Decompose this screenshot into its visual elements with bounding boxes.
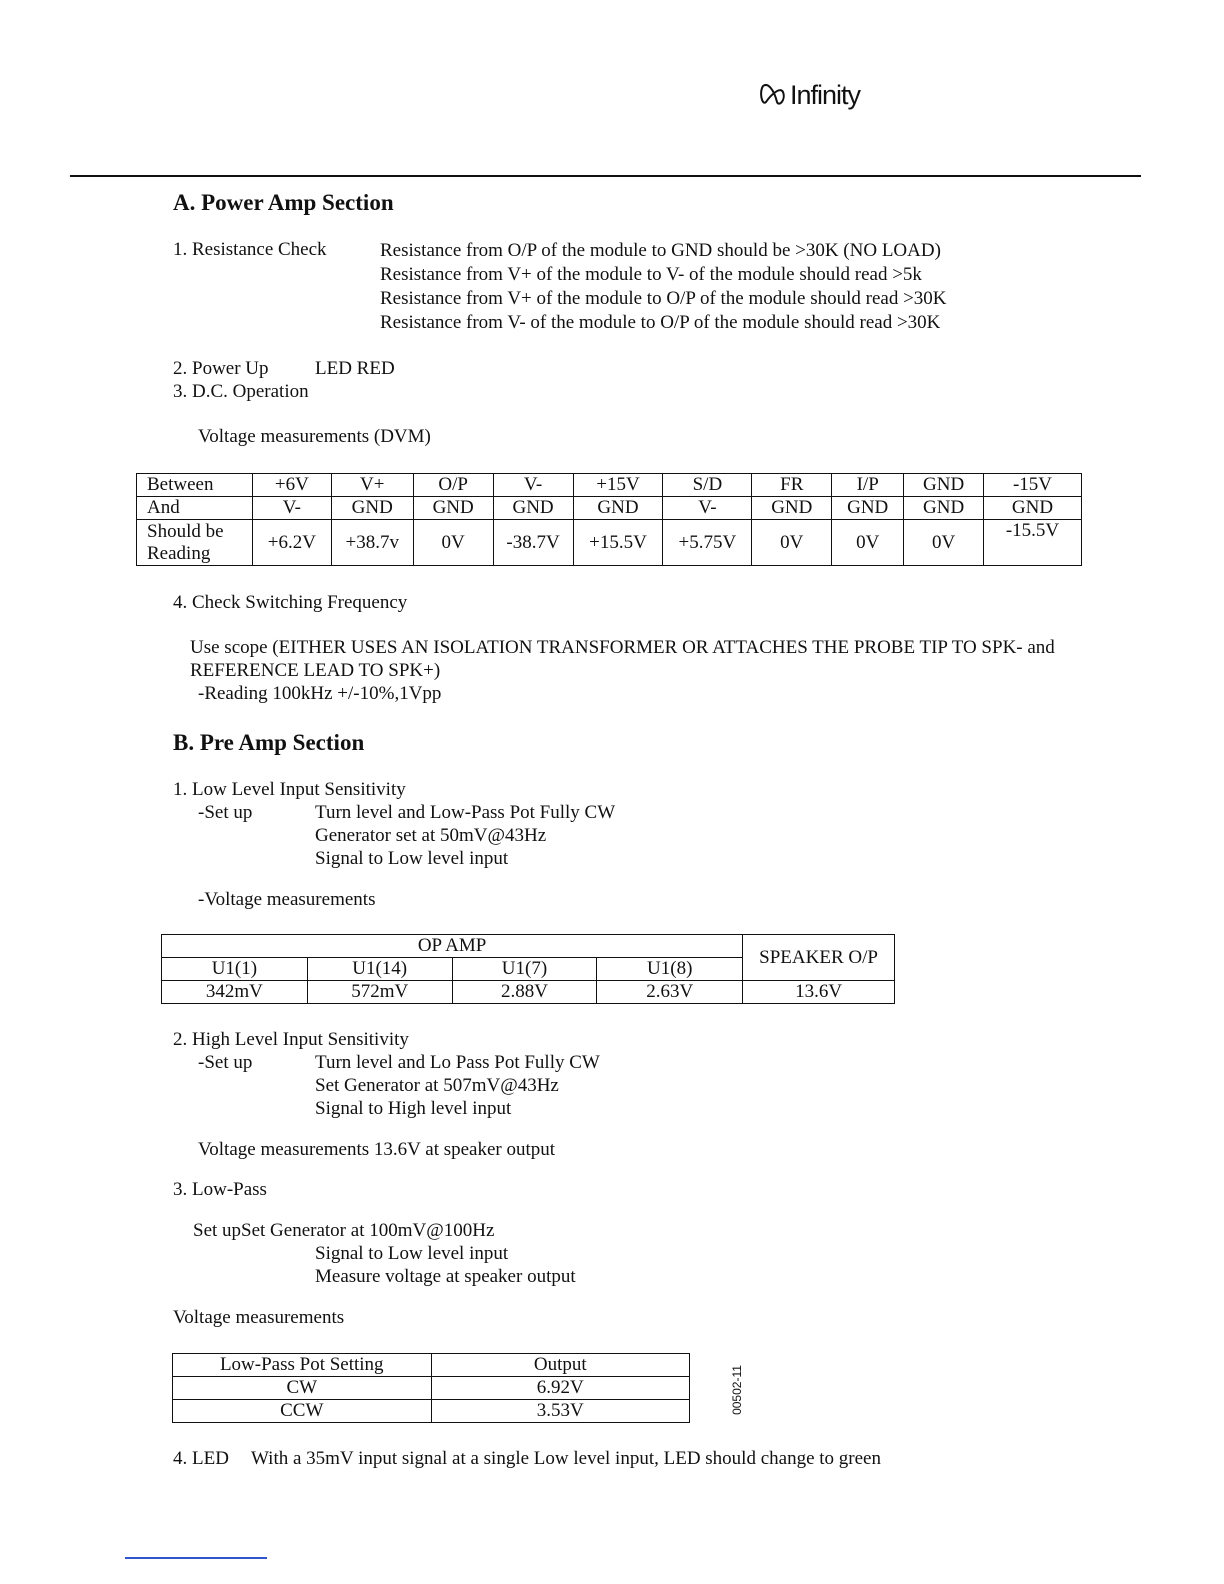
section-a-heading: A. Power Amp Section bbox=[173, 190, 394, 215]
table-cell: +38.7v bbox=[331, 520, 413, 566]
setup-label: -Set up bbox=[198, 802, 253, 823]
table-cell: +6.2V bbox=[252, 520, 331, 566]
dc-voltage-table bbox=[136, 473, 1082, 566]
table-cell: GND bbox=[493, 497, 573, 520]
setup-label: -Set up bbox=[198, 1052, 253, 1073]
table-cell: +5.75V bbox=[663, 520, 752, 566]
low-level-label: 1. Low Level Input Sensitivity bbox=[173, 779, 406, 800]
setup-step: Signal to High level input bbox=[315, 1098, 512, 1119]
table-header: U1(8) bbox=[597, 958, 743, 981]
infinity-logo-icon bbox=[760, 82, 790, 108]
opamp-table bbox=[161, 934, 895, 1004]
lowpass-label: 3. Low-Pass bbox=[173, 1179, 267, 1200]
table-header: U1(7) bbox=[452, 958, 597, 981]
setup-step: Measure voltage at speaker output bbox=[315, 1266, 576, 1287]
table-cell: I/P bbox=[832, 474, 904, 497]
table-cell: GND bbox=[832, 497, 904, 520]
table-cell: GND bbox=[573, 497, 663, 520]
table-row bbox=[137, 474, 1082, 497]
scope-reading: -Reading 100kHz +/-10%,1Vpp bbox=[198, 683, 442, 704]
table-cell: -15V bbox=[984, 474, 1082, 497]
voltage-label: Voltage measurements bbox=[173, 1307, 345, 1328]
dc-operation-label: 3. D.C. Operation bbox=[173, 381, 309, 402]
table-row bbox=[162, 935, 895, 958]
table-cell: +6V bbox=[252, 474, 331, 497]
table-header: Low-Pass Pot Setting bbox=[173, 1354, 432, 1377]
table-header: U1(14) bbox=[307, 958, 452, 981]
dvm-label: Voltage measurements (DVM) bbox=[198, 426, 431, 447]
table-cell: V- bbox=[493, 474, 573, 497]
table-cell: Should be Reading bbox=[137, 520, 253, 566]
led-text: With a 35mV input signal at a single Low level input, LED should change to green bbox=[251, 1448, 881, 1469]
setup-step: Generator set at 50mV@43Hz bbox=[315, 825, 547, 846]
table-cell: GND bbox=[413, 497, 493, 520]
header-rule bbox=[70, 175, 1141, 177]
table-row bbox=[173, 1354, 690, 1377]
table-cell: 0V bbox=[752, 520, 832, 566]
table-cell: GND bbox=[984, 497, 1082, 520]
switching-label: 4. Check Switching Frequency bbox=[173, 592, 408, 613]
table-cell: Between bbox=[137, 474, 253, 497]
table-row bbox=[137, 497, 1082, 520]
table-cell: 13.6V bbox=[743, 981, 895, 1004]
scope-text: Use scope (EITHER USES AN ISOLATION TRANSFORMER OR ATTACHES THE PROBE TIP TO SPK- and bbox=[190, 637, 1055, 658]
power-up-value: LED RED bbox=[315, 358, 395, 379]
setup-step: Signal to Low level input bbox=[315, 848, 509, 869]
table-cell: CCW bbox=[173, 1400, 432, 1423]
table-cell: +15.5V bbox=[573, 520, 663, 566]
table-cell: 2.88V bbox=[452, 981, 597, 1004]
scope-text: REFERENCE LEAD TO SPK+) bbox=[190, 660, 441, 681]
resistance-line: Resistance from V+ of the module to V- of the module should read >5k bbox=[380, 264, 922, 285]
resistance-line: Resistance from V+ of the module to O/P of the module should read >30K bbox=[380, 288, 947, 309]
table-header: U1(1) bbox=[162, 958, 308, 981]
table-cell: S/D bbox=[663, 474, 752, 497]
setup-step: Set Generator at 507mV@43Hz bbox=[315, 1075, 559, 1096]
table-row bbox=[137, 520, 1082, 566]
table-cell: +15V bbox=[573, 474, 663, 497]
table-cell: 0V bbox=[413, 520, 493, 566]
table-cell: 342mV bbox=[162, 981, 308, 1004]
footer-link-underline[interactable] bbox=[125, 1557, 267, 1559]
table-cell: And bbox=[137, 497, 253, 520]
table-cell: -15.5V bbox=[984, 520, 1082, 566]
table-cell: GND bbox=[331, 497, 413, 520]
section-b-heading: B. Pre Amp Section bbox=[173, 730, 365, 755]
table-cell: CW bbox=[173, 1377, 432, 1400]
table-cell: V- bbox=[663, 497, 752, 520]
table-cell: FR bbox=[752, 474, 832, 497]
table-cell: 0V bbox=[904, 520, 984, 566]
table-cell: V- bbox=[252, 497, 331, 520]
table-cell: 3.53V bbox=[431, 1400, 690, 1423]
table-cell: GND bbox=[752, 497, 832, 520]
voltage-label: -Voltage measurements bbox=[198, 889, 376, 910]
resistance-label: 1. Resistance Check bbox=[173, 239, 327, 260]
table-cell: -38.7V bbox=[493, 520, 573, 566]
high-level-label: 2. High Level Input Sensitivity bbox=[173, 1029, 409, 1050]
table-cell: V+ bbox=[331, 474, 413, 497]
table-cell: 2.63V bbox=[597, 981, 743, 1004]
table-cell: 572mV bbox=[307, 981, 452, 1004]
led-label: 4. LED bbox=[173, 1448, 229, 1469]
resistance-line: Resistance from O/P of the module to GND should be >30K (NO LOAD) bbox=[380, 240, 941, 261]
setup-step: Turn level and Lo Pass Pot Fully CW bbox=[315, 1052, 600, 1073]
table-cell: GND bbox=[904, 474, 984, 497]
table-cell: 0V bbox=[832, 520, 904, 566]
table-header: SPEAKER O/P bbox=[743, 935, 895, 981]
setup-step: Turn level and Low-Pass Pot Fully CW bbox=[315, 802, 616, 823]
setup-step: Signal to Low level input bbox=[315, 1243, 509, 1264]
power-up-label: 2. Power Up bbox=[173, 358, 269, 379]
table-header: OP AMP bbox=[162, 935, 743, 958]
lowpass-table bbox=[172, 1353, 690, 1423]
high-voltage-text: Voltage measurements 13.6V at speaker output bbox=[198, 1139, 556, 1160]
table-cell: GND bbox=[904, 497, 984, 520]
table-cell: O/P bbox=[413, 474, 493, 497]
table-cell: 6.92V bbox=[431, 1377, 690, 1400]
resistance-line: Resistance from V- of the module to O/P of the module should read >30K bbox=[380, 312, 941, 333]
document-code: 00502-11 bbox=[729, 1365, 744, 1415]
setup-step: Set upSet Generator at 100mV@100Hz bbox=[193, 1220, 495, 1241]
table-header: Output bbox=[431, 1354, 690, 1377]
table-row bbox=[162, 981, 895, 1004]
infinity-logo: Infinity bbox=[760, 80, 860, 111]
table-row bbox=[173, 1377, 690, 1400]
table-row bbox=[173, 1400, 690, 1423]
